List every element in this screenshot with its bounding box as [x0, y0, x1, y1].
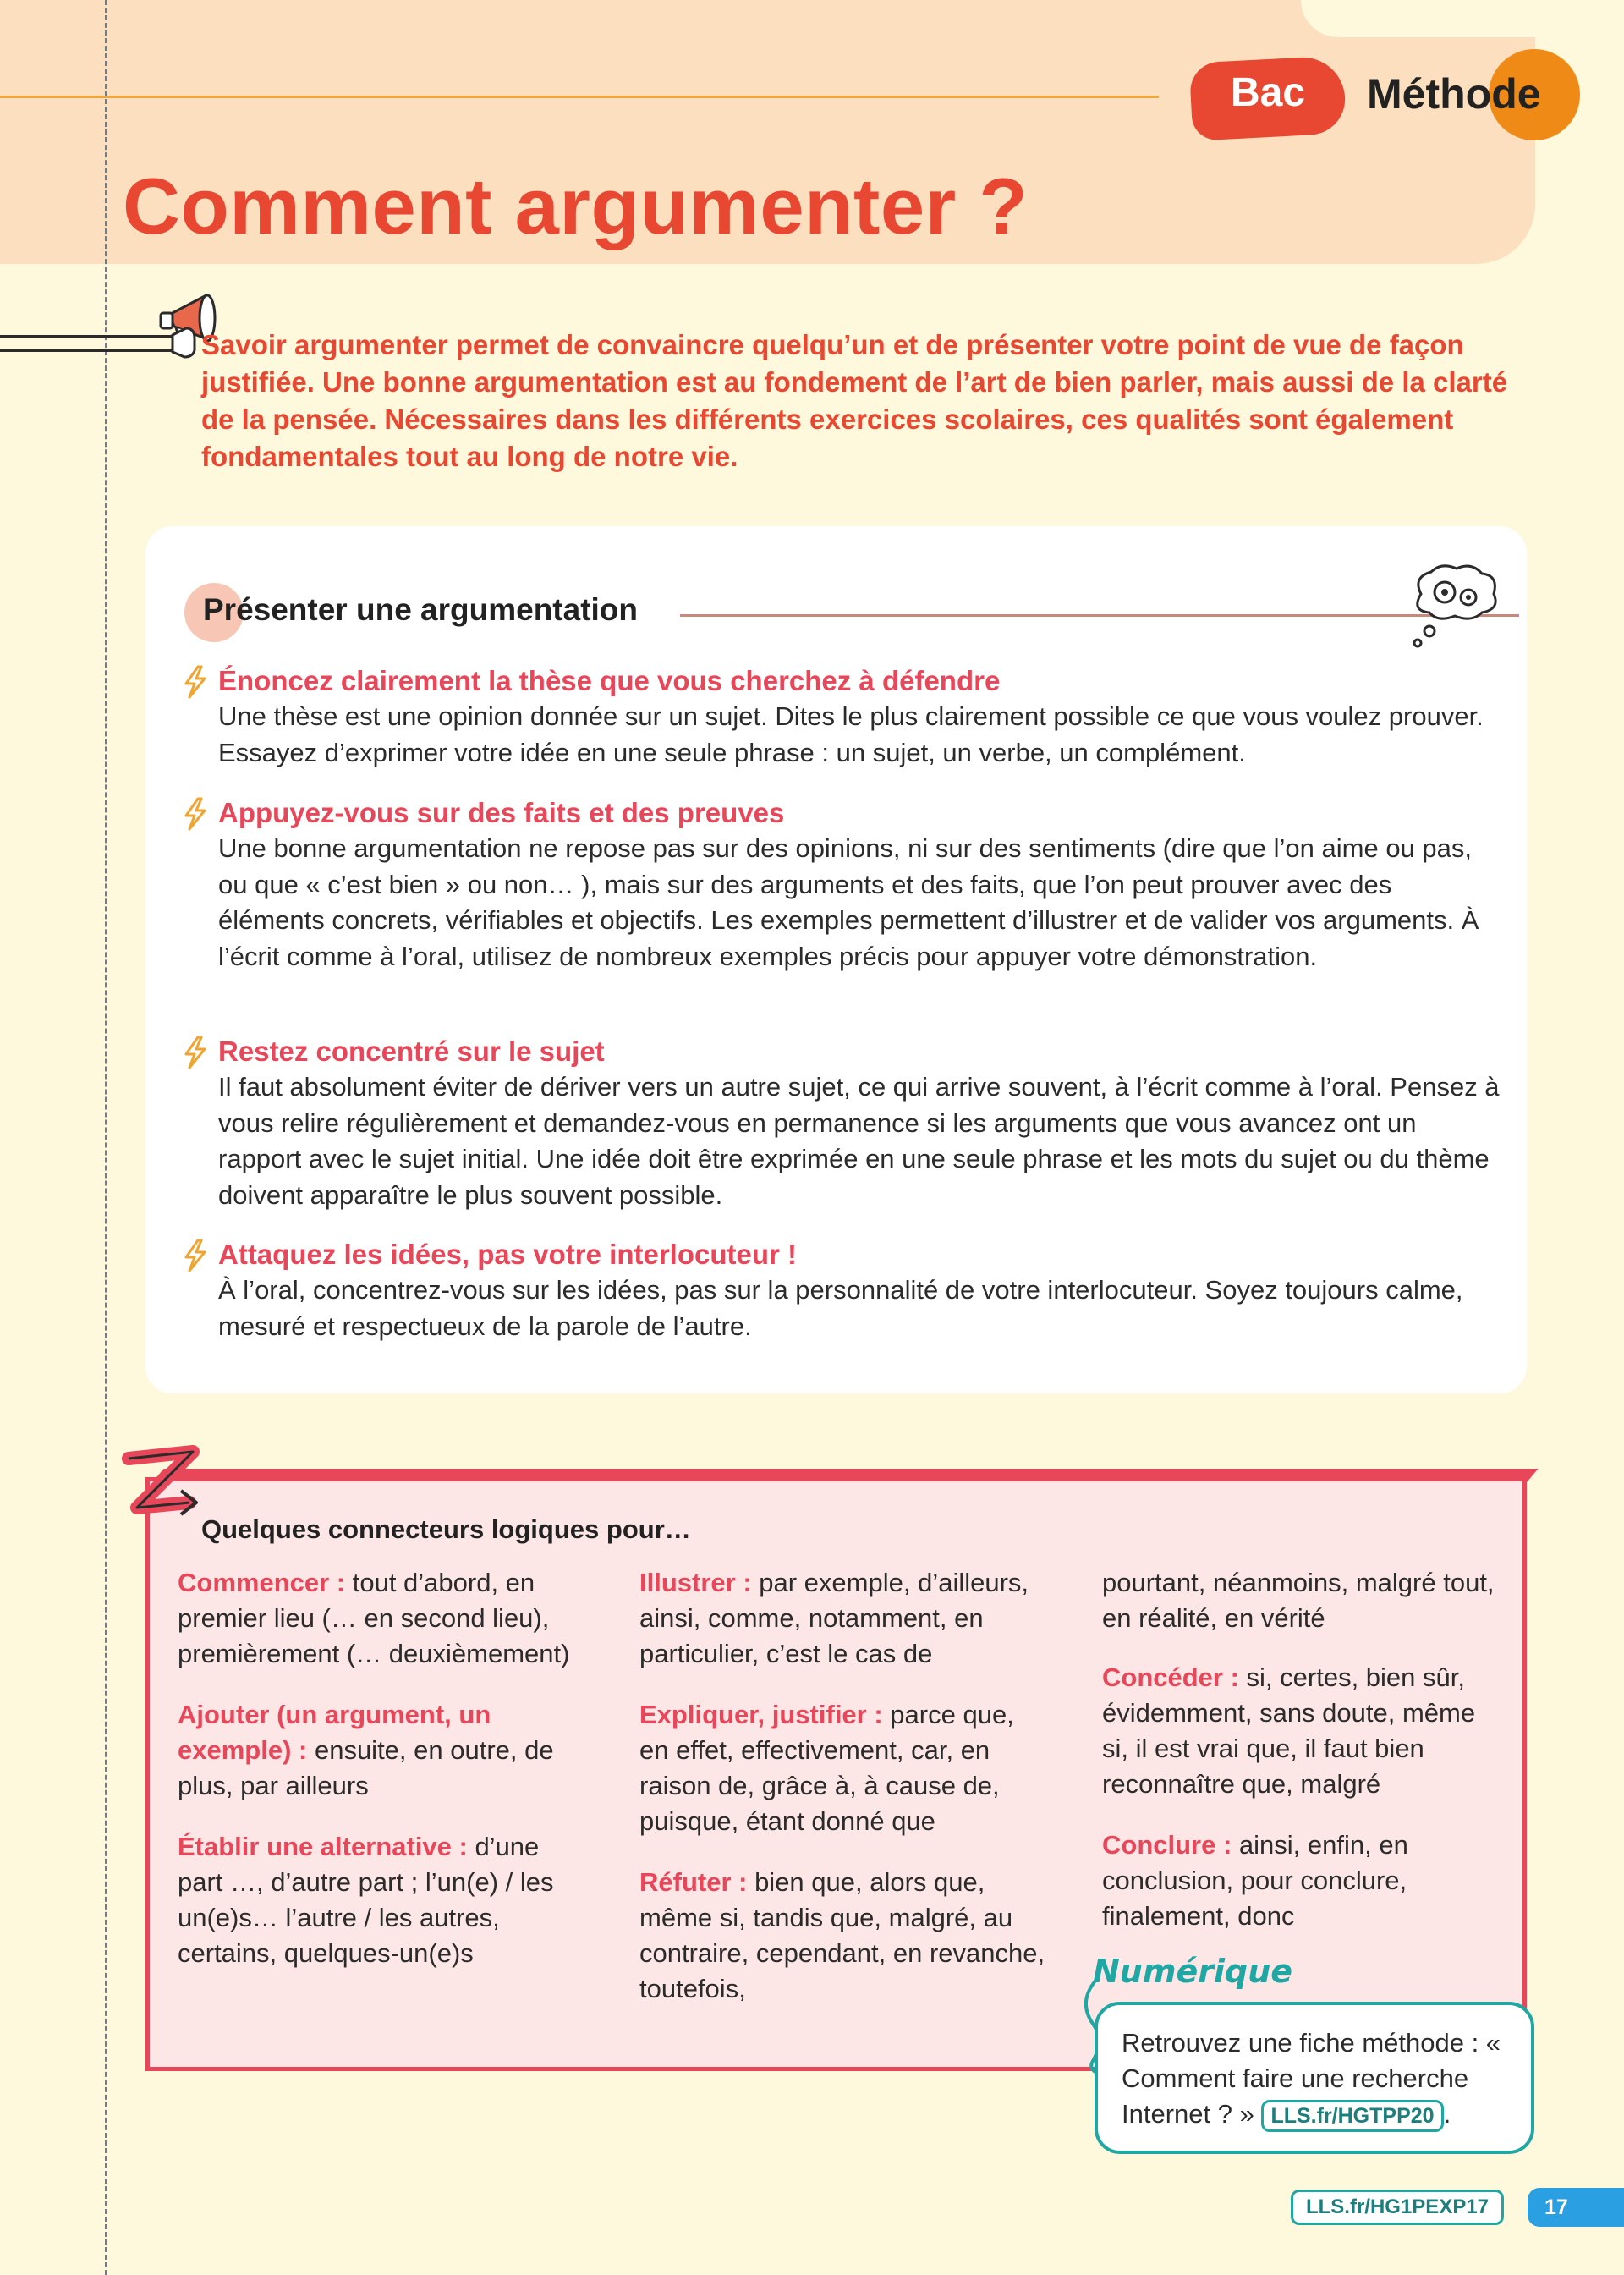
connector-entry	[1102, 1565, 1500, 1636]
methode-label: Méthode	[1367, 70, 1541, 118]
bac-label: Bac	[1230, 70, 1306, 115]
page-number: 17	[1528, 2188, 1624, 2227]
numerique-period: .	[1443, 2099, 1451, 2129]
connector-entry	[178, 1565, 584, 1672]
connector-label: Établir une alternative :	[178, 1832, 468, 1861]
item-heading: Énoncez clairement la thèse que vous cherchez à défendre	[218, 665, 1001, 696]
hand-arm-line	[0, 335, 179, 352]
numerique-label: Numérique	[1093, 1953, 1293, 1990]
connectors-column-1	[178, 1565, 584, 1997]
item-heading: Attaquez les idées, pas votre interlocuteur !	[218, 1239, 798, 1270]
intro-text: Savoir argumenter permet de convaincre quelqu’un et de présenter votre point de vue de façon justifiée. Une bonne argumentation est au fondement de l’art de bien parler, mais aussi de la clarté de la pensée. Nécessaires dans les différents exercices scolaires, ces qualités sont également fondamentales tout au long de notre vie.	[201, 329, 1508, 472]
connector-label: Commencer :	[178, 1568, 346, 1597]
connector-label: Ajouter (un argument, un exemple) :	[178, 1700, 491, 1765]
method-item	[181, 1237, 1501, 1344]
item-text: Il faut absolument éviter de dériver vers un autre sujet, ce qui arrive souvent, à l’écrit comme à l’oral. Pensez à vous relire régulièrement et demandez-vous en permanence si les arguments que vous avancez ont un rapport avec le sujet initial. Une idée doit être exprimée en une seule phrase et les mots du sujet ou du thème doivent apparaître le plus souvent possible.	[218, 1072, 1500, 1210]
method-item	[181, 1034, 1501, 1213]
section-title: Présenter une argumentation	[203, 592, 639, 627]
lightning-bolt-icon	[181, 665, 210, 699]
connector-entry	[178, 1829, 584, 1971]
connector-entry	[178, 1697, 584, 1804]
connector-label: Concéder :	[1102, 1662, 1239, 1692]
item-heading: Appuyez-vous sur des faits et des preuves	[218, 797, 785, 828]
connector-label: Expliquer, justifier :	[639, 1700, 883, 1729]
connectors-column-3	[1102, 1565, 1500, 1959]
connector-text: tout d’abord, en premier lieu (… en second lieu), premièrement (… deuxièmement)	[178, 1568, 570, 1668]
connectors-title: Quelques connecteurs logiques pour…	[201, 1514, 691, 1544]
connector-entry	[1102, 1827, 1500, 1934]
zigzag-arrow-icon	[108, 1443, 201, 1545]
thought-gears-icon	[1404, 560, 1506, 653]
method-item	[181, 663, 1501, 771]
item-text: À l’oral, concentrez-vous sur les idées, pas sur la personnalité de votre interlocuteur. Soyez toujours calme, mesuré et respectueux de la parole de l’autre.	[218, 1275, 1463, 1341]
header-notch	[1301, 0, 1624, 37]
item-heading: Restez concentré sur le sujet	[218, 1036, 605, 1067]
connectors-column-2	[639, 1565, 1045, 2032]
connector-text: ensuite, en outre, de plus, par ailleurs	[178, 1735, 554, 1800]
method-item	[181, 795, 1501, 975]
item-text: Une thèse est une opinion donnée sur un sujet. Dites le plus clairement possible ce que vous voulez prouver. Essayez d’exprimer votre idée en une seule phrase : un sujet, un verbe, un complément.	[218, 701, 1484, 767]
hand-icon	[169, 321, 200, 360]
connector-text: parce que, en effet, effectivement, car, en raison de, grâce à, à cause de, puisque, étant donné que	[639, 1700, 1014, 1836]
footer-link[interactable]: LLS.fr/HG1PEXP17	[1291, 2190, 1504, 2225]
connector-label: Illustrer :	[639, 1568, 752, 1597]
numerique-text	[1122, 2025, 1519, 2132]
connector-entry	[639, 1865, 1045, 2007]
numerique-description: Retrouvez une fiche méthode : « Comment faire une recherche Internet ? »	[1122, 2028, 1501, 2129]
page-title: Comment argumenter ?	[123, 162, 1029, 250]
lightning-bolt-icon	[181, 1036, 210, 1069]
header-line	[0, 96, 1159, 98]
connector-entry	[1102, 1660, 1500, 1802]
connector-entry	[639, 1565, 1045, 1672]
lightning-bolt-icon	[181, 797, 210, 831]
connector-text: ainsi, enfin, en conclusion, pour conclure, finalement, donc	[1102, 1830, 1408, 1931]
connector-text: bien que, alors que, même si, tandis que, malgré, au contraire, cependant, en revanche, toutefois,	[639, 1867, 1045, 2003]
connector-text: si, certes, bien sûr, évidemment, sans doute, même si, il est vrai que, il faut bien reconnaître que, malgré	[1102, 1662, 1476, 1799]
connector-text: par exemple, d’ailleurs, ainsi, comme, notamment, en particulier, c’est le cas de	[639, 1568, 1029, 1668]
connector-text: d’une part …, d’autre part ; l’un(e) / les un(e)s… l’autre / les autres, certains, quelques-un(e)s	[178, 1832, 554, 1968]
connector-label: Conclure :	[1102, 1830, 1232, 1860]
connector-label: Réfuter :	[639, 1867, 748, 1897]
item-text: Une bonne argumentation ne repose pas sur des opinions, ni sur des sentiments (dire que l’on aime ou pas, ou que « c’est bien » ou non… ), mais sur des arguments et des faits, que l’on peut prouver avec des éléments concrets, vérifiables et objectifs. Les exemples permettent d’illustrer et de valider vos arguments. À l’écrit comme à l’oral, utilisez de nombreux exemples précis pour appuyer votre démonstration.	[218, 833, 1479, 971]
lightning-bolt-icon	[181, 1239, 210, 1272]
connector-entry	[639, 1697, 1045, 1839]
numerique-link[interactable]: LLS.fr/HGTPP20	[1261, 2100, 1443, 2132]
section-rule	[680, 614, 1519, 617]
connector-text: pourtant, néanmoins, malgré tout, en réalité, en vérité	[1102, 1568, 1495, 1633]
